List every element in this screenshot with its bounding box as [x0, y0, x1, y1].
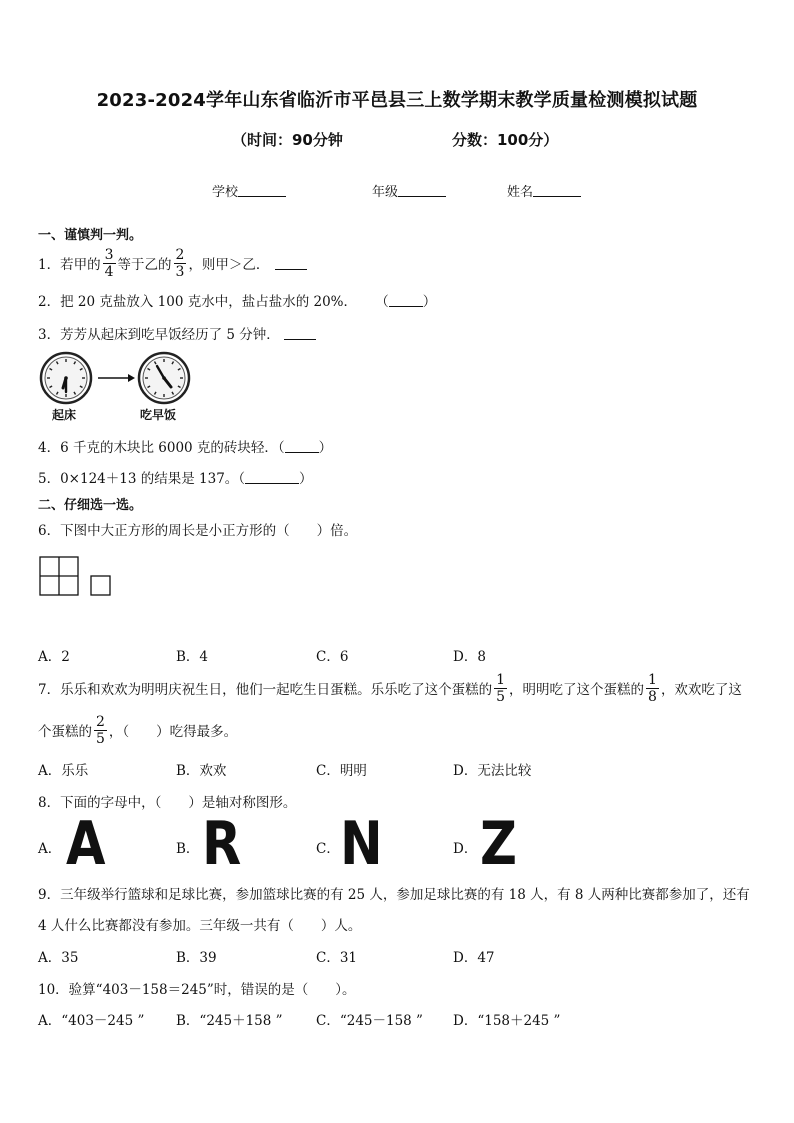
- question-8: 8．下面的字母中，（ ）是轴对称图形。: [38, 795, 297, 811]
- name-field: [507, 181, 581, 200]
- q7-f3-numerator: 2: [96, 713, 105, 730]
- q2-paren-open: （: [375, 294, 389, 310]
- q8-letter-r[interactable]: R: [202, 809, 242, 879]
- q7-option-d[interactable]: D．无法比较: [453, 763, 532, 779]
- question-3: [38, 323, 316, 343]
- q8-letter-n[interactable]: N: [340, 809, 383, 879]
- q8-letter-a[interactable]: A: [66, 809, 106, 879]
- school-blank[interactable]: [238, 184, 286, 197]
- q1-answer-blank[interactable]: [275, 257, 307, 270]
- school-field: [212, 181, 286, 200]
- q1-f1-numerator: 3: [104, 246, 114, 263]
- question-1: [38, 243, 307, 283]
- q7-text-c: ，欢欢吃了这: [660, 682, 742, 698]
- q6-option-b[interactable]: B．4: [176, 649, 209, 665]
- q7-f1-numerator: 1: [496, 671, 506, 688]
- q8-option-c-label[interactable]: C．: [316, 841, 340, 857]
- q5-text: 5．0×124＋13 的结果是 137。（: [38, 471, 246, 487]
- q3-text: 3．芳芳从起床到吃早饭经历了 5 分钟．: [38, 327, 280, 343]
- q9-option-d[interactable]: D．47: [453, 950, 495, 966]
- school-label: 学校: [212, 185, 239, 200]
- q1-text-a: 1．若甲的: [38, 257, 101, 273]
- q7-f1-denominator: 5: [496, 688, 506, 705]
- q4-text: 4．6 千克的木块比 6000 克的砖块轻．（: [38, 440, 285, 456]
- q4-paren-close: ）: [318, 440, 333, 456]
- page-title: 2023-2024学年山东省临沂市平邑县三上数学期末教学质量检测模拟试题: [96, 90, 698, 111]
- q7-f2-numerator: 1: [648, 671, 657, 688]
- section-2-heading: 二、仔细选一选。: [38, 498, 143, 513]
- q7-text-e: ，（ ）吃得最多。: [108, 724, 238, 740]
- q2-answer-blank[interactable]: [389, 294, 423, 307]
- q7-option-c[interactable]: C．明明: [316, 763, 367, 779]
- section-1-heading: 一、谨慎判一判。: [38, 228, 143, 243]
- q8-option-b-label[interactable]: B．: [176, 841, 200, 857]
- q1-fraction-1: [103, 248, 116, 279]
- q5-paren-close: ）: [299, 471, 313, 487]
- breakfast-label: 吃早饭: [140, 408, 177, 422]
- q7-text-b: ，明明吃了这个蛋糕的: [509, 682, 645, 698]
- question-10: 10．验算“403－158＝245”时，错误的是（ ）。: [38, 982, 356, 998]
- question-9-line-1: 9．三年级举行篮球和足球比赛，参加篮球比赛的有 25 人，参加足球比赛的有 18 人，有 8 人两种比赛都参加了，还有: [38, 887, 750, 903]
- q5-answer-blank[interactable]: [245, 471, 299, 484]
- q7-text-d: 个蛋糕的: [38, 724, 92, 740]
- q10-option-a[interactable]: A．“403－245 ”: [38, 1013, 145, 1029]
- q8-letter-z[interactable]: Z: [480, 809, 517, 879]
- q9-option-c[interactable]: C．31: [316, 950, 358, 966]
- grade-blank[interactable]: [398, 184, 446, 197]
- question-7-line-1: [38, 668, 742, 708]
- q10-option-d[interactable]: D．“158＋245 ”: [453, 1013, 561, 1029]
- q8-option-a-label[interactable]: A．: [38, 841, 62, 857]
- question-6: 6．下图中大正方形的周长是小正方形的（ ）倍。: [38, 523, 358, 539]
- q9-option-a[interactable]: A．35: [38, 950, 79, 966]
- wake-up-clock-icon: [41, 353, 91, 403]
- arrow-right-icon: [98, 374, 135, 382]
- q9-option-b[interactable]: B．39: [176, 950, 217, 966]
- q7-option-b[interactable]: B．欢欢: [176, 763, 227, 779]
- q1-f2-denominator: 3: [175, 263, 185, 280]
- q1-text-c: ，则甲＞乙．: [188, 257, 270, 273]
- q7-f3-denominator: 5: [96, 730, 105, 747]
- q7-fraction-3: [94, 715, 107, 746]
- q7-text-a: 7．乐乐和欢欢为明明庆祝生日，他们一起吃生日蛋糕。乐乐吃了这个蛋糕的: [38, 682, 493, 698]
- q1-fraction-2: [174, 248, 187, 279]
- q1-f2-numerator: 2: [175, 246, 185, 263]
- q7-fraction-1: [494, 673, 507, 704]
- question-7-line-2: [38, 710, 237, 750]
- q2-text: 2．把 20 克盐放入 100 克水中，盐占盐水的 20%．: [38, 294, 357, 310]
- q6-option-a[interactable]: A．2: [38, 649, 70, 665]
- question-9-line-2: 4 人什么比赛都没有参加。三年级一共有（ ）人。: [38, 918, 362, 934]
- q7-f2-denominator: 8: [648, 688, 657, 705]
- name-blank[interactable]: [533, 184, 581, 197]
- question-2: [38, 290, 436, 310]
- q4-answer-blank[interactable]: [285, 440, 319, 453]
- grade-label: 年级: [372, 185, 399, 200]
- wake-up-label: 起床: [52, 408, 77, 422]
- q6-option-d[interactable]: D．8: [453, 649, 486, 665]
- clocks-illustration: [36, 350, 196, 406]
- grade-field: [372, 181, 446, 200]
- q2-paren-close: ）: [422, 294, 437, 310]
- name-label: 姓名: [507, 185, 534, 200]
- score-label: 分数：100分）: [452, 131, 559, 149]
- question-4: [38, 436, 332, 456]
- big-square-icon: [40, 557, 78, 595]
- q7-fraction-2: [646, 673, 659, 704]
- q6-option-c[interactable]: C．6: [316, 649, 349, 665]
- q1-f1-denominator: 4: [104, 263, 114, 280]
- q10-option-b[interactable]: B．“245＋158 ”: [176, 1013, 283, 1029]
- q7-option-a[interactable]: A．乐乐: [38, 763, 89, 779]
- q3-answer-blank[interactable]: [284, 327, 316, 340]
- q1-text-b: 等于乙的: [117, 257, 172, 273]
- small-square-icon: [91, 576, 110, 595]
- squares-figure: [38, 555, 118, 597]
- q8-option-d-label[interactable]: D．: [453, 841, 478, 857]
- q10-option-c[interactable]: C．“245－158 ”: [316, 1013, 423, 1029]
- question-5: [38, 467, 313, 487]
- breakfast-clock-icon: [139, 353, 189, 403]
- time-label: （时间：90分钟: [232, 131, 343, 149]
